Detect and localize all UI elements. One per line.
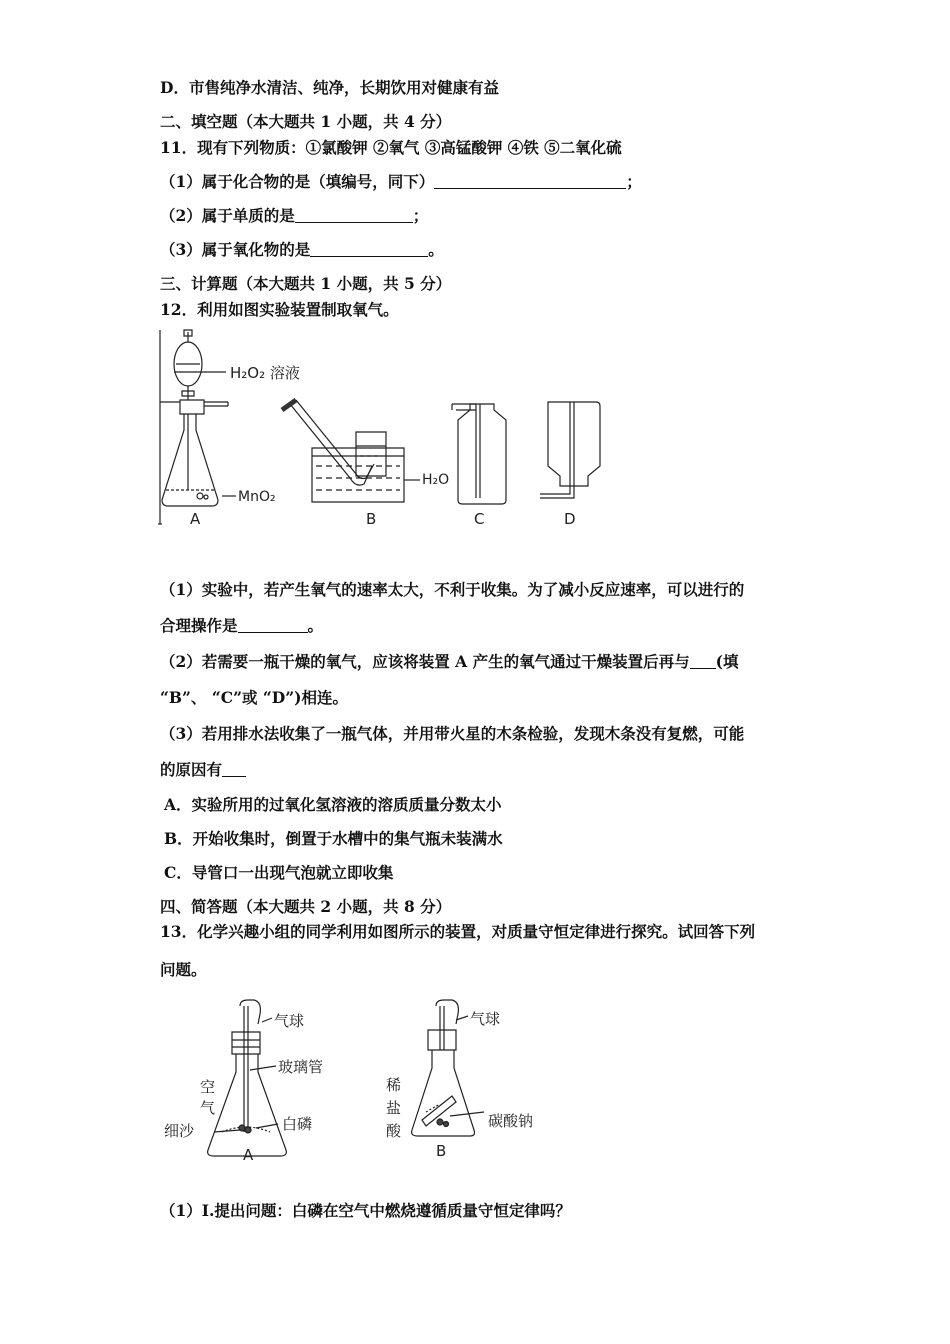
balloon-a-label: 气球 — [274, 1012, 305, 1030]
q12-option-c: C．导管口一出现气泡就立即收集 — [164, 863, 394, 882]
q12-part1-end: 。 — [307, 616, 324, 635]
white-phosphorus-label: 白磷 — [282, 1115, 313, 1133]
fig-label-b2: B — [436, 1142, 447, 1160]
q12-part2-text: （2）若需要一瓶干燥的氧气，应该将装置 A 产生的氧气通过干燥装置后再与 — [160, 652, 690, 671]
q12-option-a: A．实验所用的过氧化氢溶液的溶质质量分数太小 — [164, 795, 502, 814]
q13-stem-line1: 13．化学兴趣小组的同学利用如图所示的装置，对质量守恒定律进行探究。试回答下列 — [160, 922, 756, 941]
fig-label-a: A — [190, 510, 201, 528]
balloon-a — [240, 1000, 260, 1024]
glass-tube-label: 玻璃管 — [278, 1058, 324, 1076]
fig-label-b: B — [366, 510, 377, 528]
section-4-title: 四、简答题（本大题共 2 小题，共 8 分） — [160, 897, 452, 916]
section-2-title: 二、填空题（本大题共 1 小题，共 4 分） — [160, 112, 452, 131]
q11-part1-text: （1）属于化合物的是（填编号，同下） — [160, 172, 435, 191]
q10-option-d: D．市售纯净水清洁、纯净，长期饮用对健康有益 — [160, 78, 499, 97]
q11-part3-text: （3）属于氧化物的是 — [160, 240, 311, 259]
q12-part3-line1: （3）若用排水法收集了一瓶气体，并用带火星的木条检验，发现木条没有复燃，可能 — [160, 724, 745, 743]
q13-part1: （1）I.提出问题：白磷在空气中燃烧遵循质量守恒定律吗？ — [160, 1201, 571, 1220]
q12-option-b: B．开始收集时，倒置于水槽中的集气瓶未装满水 — [164, 829, 503, 848]
q12-part2-line2: “B”、 “C”或 “D”)相连。 — [160, 688, 348, 707]
sand-label: 细沙 — [164, 1122, 195, 1140]
h2o2-label: H₂O₂ 溶液 — [230, 364, 300, 382]
acid-label-1: 稀 — [386, 1076, 402, 1094]
q11-part2-text: （2）属于单质的是 — [160, 206, 295, 225]
q12-part1-text: 合理操作是 — [160, 616, 238, 635]
q12-part1-line1: （1）实验中，若产生氧气的速率太大，不利于收集。为了减小反应速率，可以进行的 — [160, 580, 745, 599]
q11-part2-end: ； — [412, 206, 429, 225]
fig-label-d: D — [564, 510, 576, 528]
q11-stem: 11．现有下列物质：①氯酸钾 ②氧气 ③高锰酸钾 ④铁 ⑤二氧化硫 — [160, 138, 622, 157]
q12-part2-end: (填 — [715, 652, 739, 671]
h2o-label: H₂O — [422, 472, 450, 488]
q13-stem-line2: 问题。 — [160, 960, 207, 979]
air-label-2: 气 — [200, 1099, 216, 1117]
stopper-b — [428, 1030, 456, 1050]
balloon-b-label: 气球 — [470, 1010, 501, 1028]
fig-label-c: C — [474, 510, 485, 528]
q11-part1-end: ； — [626, 172, 642, 191]
balloon-b — [436, 1000, 458, 1024]
q12-stem: 12．利用如图实验装置制取氧气。 — [160, 300, 399, 319]
acid-label-2: 盐 — [386, 1099, 402, 1117]
acid-label-3: 酸 — [386, 1122, 402, 1140]
mno2-label: MnO₂ — [238, 489, 276, 505]
section-3-title: 三、计算题（本大题共 1 小题，共 5 分） — [160, 274, 452, 293]
air-label-1: 空 — [200, 1078, 216, 1096]
stopper-a — [232, 1032, 260, 1054]
q11-part3-end: 。 — [428, 240, 444, 259]
sodium-carbonate-label: 碳酸钠 — [488, 1112, 534, 1130]
conical-flask-a2 — [208, 1054, 287, 1156]
fig-label-a2: A — [243, 1146, 254, 1164]
q12-part3-text: 的原因有 — [160, 760, 223, 779]
